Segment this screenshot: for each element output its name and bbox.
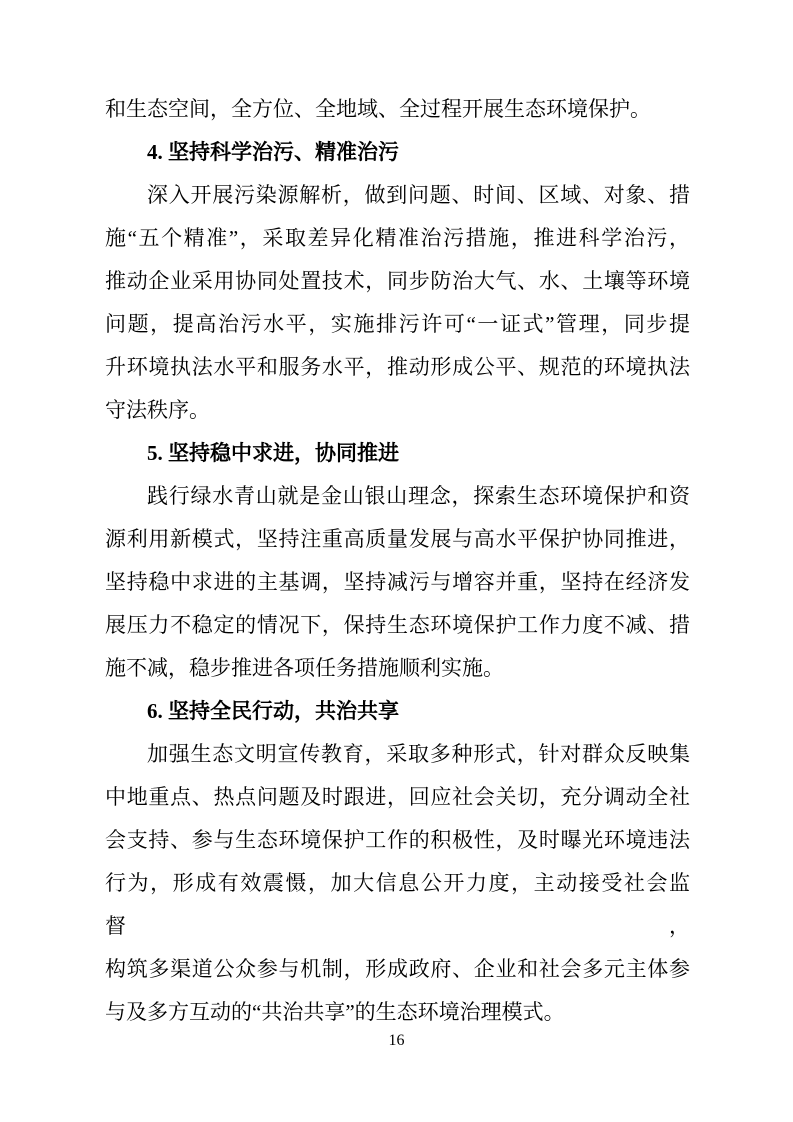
text-line: 源利用新模式，坚持注重高质量发展与高水平保护协同推进， <box>105 527 690 551</box>
page-content <box>105 88 690 1034</box>
text-line: 和生态空间，全方位、全地域、全过程开展生态环境保护。 <box>105 97 651 121</box>
text-line: 构筑多渠道公众参与机制，形成政府、企业和社会多元主体参 <box>105 957 690 981</box>
text-line: 5. 坚持稳中求进，协同推进 <box>147 441 399 465</box>
text-line: 会支持、参与生态环境保护工作的积极性，及时曝光环境违法 <box>105 828 690 852</box>
text-line: 4. 坚持科学治污、精准治污 <box>147 140 399 164</box>
text-line: 与及多方互动的“共治共享”的生态环境治理模式。 <box>105 1000 565 1024</box>
section-heading <box>105 131 690 174</box>
text-line: 推动企业采用协同处置技术，同步防治大气、水、土壤等环境 <box>105 269 690 293</box>
text-line: 6. 坚持全民行动，共治共享 <box>147 699 399 723</box>
text-line: 深入开展污染源解析，做到问题、时间、区域、对象、措 <box>147 183 690 207</box>
text-line: 中地重点、热点问题及时跟进，回应社会关切，充分调动全社 <box>105 785 690 809</box>
section-heading <box>105 432 690 475</box>
text-line: 升环境执法水平和服务水平，推动形成公平、规范的环境执法 <box>105 355 690 379</box>
text-line: 践行绿水青山就是金山银山理念，探索生态环境保护和资 <box>147 484 690 508</box>
text-line: 行为，形成有效震慑，加大信息公开力度，主动接受社会监督， <box>105 871 690 938</box>
body-paragraph <box>105 475 690 690</box>
page-number: 16 <box>388 1032 405 1049</box>
body-paragraph <box>105 174 690 432</box>
text-line: 问题，提高治污水平，实施排污许可“一证式”管理，同步提 <box>105 312 690 336</box>
body-paragraph <box>105 733 690 1034</box>
text-line: 施不减，稳步推进各项任务措施顺利实施。 <box>105 656 504 680</box>
section-heading <box>105 690 690 733</box>
text-line: 加强生态文明宣传教育，采取多种形式，针对群众反映集 <box>147 742 690 766</box>
text-line: 坚持稳中求进的主基调，坚持减污与增容并重，坚持在经济发 <box>105 570 690 594</box>
text-line: 施“五个精准”，采取差异化精准治污措施，推进科学治污， <box>105 226 690 250</box>
text-line: 守法秩序。 <box>105 398 210 422</box>
body-paragraph <box>105 88 690 131</box>
text-line: 展压力不稳定的情况下，保持生态环境保护工作力度不减、措 <box>105 613 690 637</box>
